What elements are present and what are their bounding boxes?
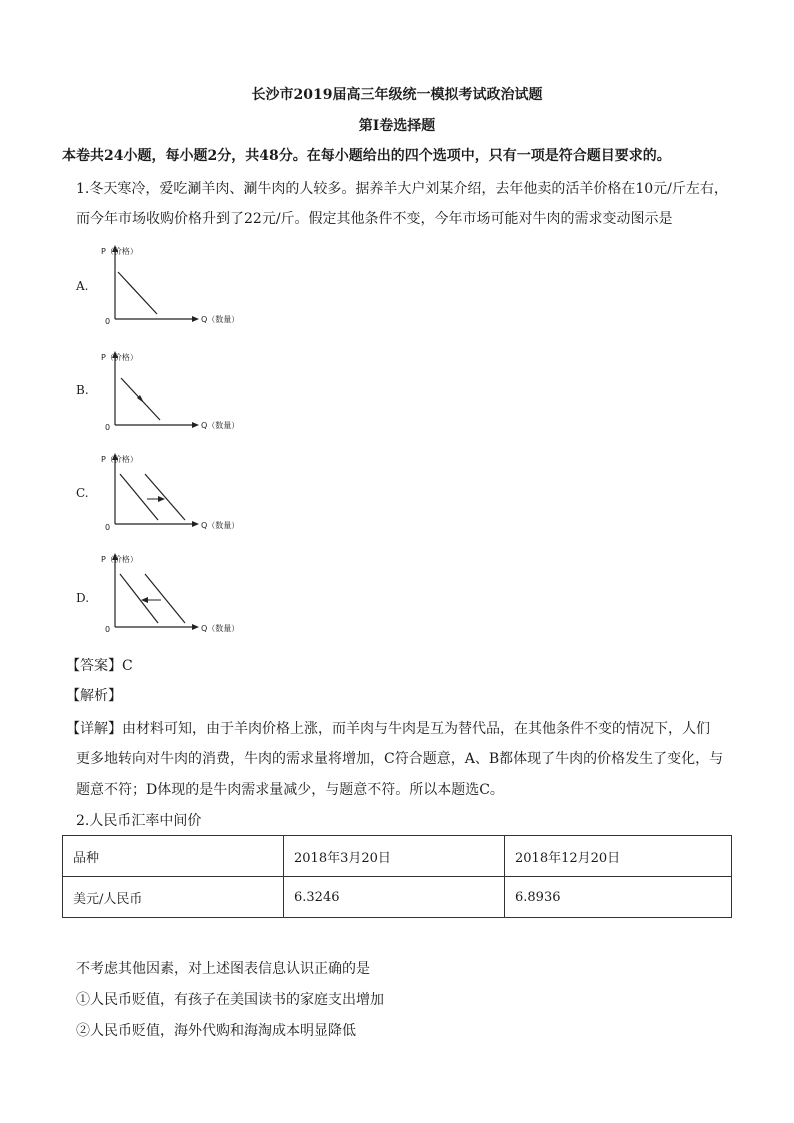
table-cell: 美元/人民币 [63,877,284,918]
y-axis-label: P（价格） [101,247,138,256]
option-d-label: D. [76,591,90,605]
q2-stem: 2.人民币汇率中间价 [76,813,202,829]
option-b-graph [95,348,265,438]
table-cell: 6.3246 [284,877,505,918]
option-b-label: B. [76,383,89,397]
x-axis-arrow [192,316,199,322]
demand-curve-original [120,574,158,623]
q1-answer: 【答案】C [66,658,133,674]
q1-detail-line-2: 更多地转向对牛肉的消费，牛肉的需求量将增加，C符合题意，A、B都体现了牛肉的价格发生了变化，与 [76,751,724,767]
origin-label: 0 [105,625,111,634]
table-header-cell: 2018年3月20日 [284,836,505,877]
table-cell: 6.8936 [505,877,732,918]
instructions: 本卷共24小题，每小题2分，共48分。在每小题给出的四个选项中，只有一项是符合题目要求的。 [62,148,671,164]
option-a-graph [95,242,265,332]
option-c-graph [95,450,265,540]
x-axis-arrow [192,624,199,630]
table-row [63,877,732,918]
x-axis-label: Q（数量） [201,421,240,430]
q1-detail-line-1: 【详解】由材料可知，由于羊肉价格上涨，而羊肉与牛肉是互为替代品，在其他条件不变的情况下，人们 [66,721,710,737]
q1-analysis-heading: 【解析】 [66,688,122,704]
option-c-label: C. [76,486,89,500]
q2-statement-2: ②人民币贬值，海外代购和海淘成本明显降低 [76,1023,356,1039]
table-header-row [63,836,732,877]
y-axis-label: P（价格） [101,555,138,564]
q1-stem-line-1: 1.冬天寒冷，爱吃涮羊肉、涮牛肉的人较多。据养羊大户刘某介绍，去年他卖的活羊价格在10元/斤左右， [76,181,728,197]
y-axis-label: P（价格） [101,455,138,464]
option-d-graph [95,550,265,640]
demand-curve-shifted [145,474,185,520]
table-header-cell: 品种 [63,836,284,877]
table-header-cell: 2018年12月20日 [505,836,732,877]
x-axis-label: Q（数量） [201,521,240,530]
origin-label: 0 [105,317,111,326]
q2-statement-1: ①人民币贬值，有孩子在美国读书的家庭支出增加 [76,992,384,1008]
section-title: 第Ⅰ卷选择题 [358,118,436,134]
x-axis-label: Q（数量） [201,624,240,633]
shift-arrow-head [158,496,165,502]
exam-title: 长沙市2019届高三年级统一模拟考试政治试题 [251,87,543,103]
option-a-label: A. [76,279,89,293]
origin-label: 0 [105,423,111,432]
demand-curve-original [120,474,158,520]
x-axis-arrow [192,521,199,527]
origin-label: 0 [105,523,111,532]
q2-prompt: 不考虑其他因素，对上述图表信息认识正确的是 [76,961,370,977]
demand-curve-shifted [145,574,185,623]
exchange-rate-table [62,835,732,918]
demand-curve [118,272,157,314]
q1-detail-line-3: 题意不符；D体现的是牛肉需求量减少，与题意不符。所以本题选C。 [76,782,504,798]
x-axis-label: Q（数量） [201,315,240,324]
y-axis-label: P（价格） [101,353,138,362]
q1-stem-line-2: 而今年市场收购价格升到了22元/斤。假定其他条件不变，今年市场可能对牛肉的需求变动图示是 [76,211,673,227]
x-axis-arrow [192,422,199,428]
